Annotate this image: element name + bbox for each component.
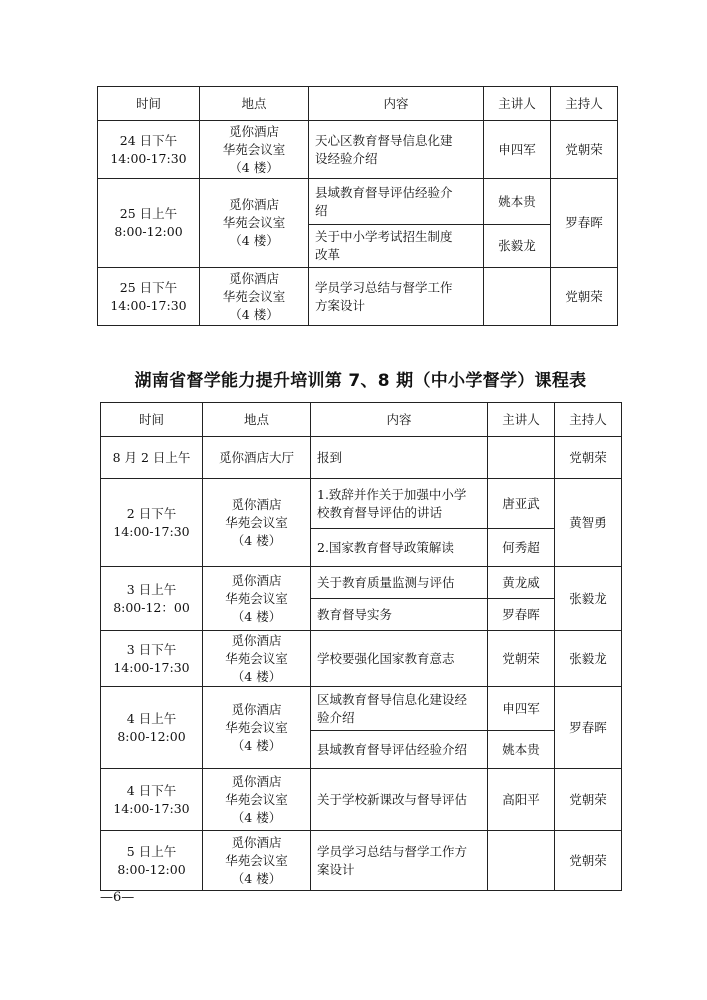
content-cell: 区域教育督导信息化建设经 验介绍 bbox=[311, 687, 488, 731]
content-cell: 学员学习总结与督学工作 方案设计 bbox=[309, 268, 484, 326]
host-cell: 罗春晖 bbox=[551, 179, 618, 268]
speaker-cell: 罗春晖 bbox=[488, 599, 555, 631]
place-cell: 觅你酒店 华苑会议室 （4 楼） bbox=[203, 479, 311, 567]
place-cell: 觅你酒店 华苑会议室 （4 楼） bbox=[203, 831, 311, 891]
table-row bbox=[98, 179, 618, 225]
table-row bbox=[101, 567, 622, 599]
speaker-cell: 何秀超 bbox=[488, 529, 555, 567]
speaker-cell bbox=[488, 831, 555, 891]
place-cell: 觅你酒店 华苑会议室 （4 楼） bbox=[203, 769, 311, 831]
table-row bbox=[101, 631, 622, 687]
content-cell: 教育督导实务 bbox=[311, 599, 488, 631]
speaker-cell bbox=[488, 437, 555, 479]
speaker-cell: 申四军 bbox=[488, 687, 555, 731]
speaker-cell bbox=[484, 268, 551, 326]
table-row bbox=[101, 769, 622, 831]
content-cell: 学员学习总结与督学工作方 案设计 bbox=[311, 831, 488, 891]
time-cell: 4 日下午 14:00-17:30 bbox=[101, 769, 203, 831]
host-cell: 党朝荣 bbox=[555, 831, 622, 891]
header-host: 主持人 bbox=[551, 87, 618, 121]
content-cell: 1.致辞并作关于加强中小学 校教育督导评估的讲话 bbox=[311, 479, 488, 529]
host-cell: 党朝荣 bbox=[551, 268, 618, 326]
speaker-cell: 高阳平 bbox=[488, 769, 555, 831]
time-cell: 5 日上午 8:00-12:00 bbox=[101, 831, 203, 891]
time-cell: 8 月 2 日上午 bbox=[101, 437, 203, 479]
speaker-cell: 申四军 bbox=[484, 121, 551, 179]
host-cell: 张毅龙 bbox=[555, 567, 622, 631]
time-cell: 4 日上午 8:00-12:00 bbox=[101, 687, 203, 769]
time-cell: 25 日上午 8:00-12:00 bbox=[98, 179, 200, 268]
host-cell: 党朝荣 bbox=[551, 121, 618, 179]
time-cell: 2 日下午 14:00-17:30 bbox=[101, 479, 203, 567]
place-cell: 觅你酒店 华苑会议室 （4 楼） bbox=[203, 631, 311, 687]
content-cell: 学校要强化国家教育意志 bbox=[311, 631, 488, 687]
host-cell: 党朝荣 bbox=[555, 437, 622, 479]
content-cell: 报到 bbox=[311, 437, 488, 479]
time-cell: 25 日下午 14:00-17:30 bbox=[98, 268, 200, 326]
speaker-cell: 张毅龙 bbox=[484, 225, 551, 268]
place-cell: 觅你酒店 华苑会议室 （4 楼） bbox=[203, 567, 311, 631]
table-header-row bbox=[98, 87, 618, 121]
table-header-row bbox=[101, 403, 622, 437]
content-cell: 县域教育督导评估经验介绍 bbox=[311, 731, 488, 769]
table-row bbox=[98, 268, 618, 326]
speaker-cell: 姚本贵 bbox=[484, 179, 551, 225]
schedule-table bbox=[100, 402, 622, 891]
time-cell: 3 日上午 8:00-12：00 bbox=[101, 567, 203, 631]
time-cell: 3 日下午 14:00-17:30 bbox=[101, 631, 203, 687]
content-cell: 2.国家教育督导政策解读 bbox=[311, 529, 488, 567]
place-cell: 觅你酒店 华苑会议室 （4 楼） bbox=[200, 179, 309, 268]
host-cell: 党朝荣 bbox=[555, 769, 622, 831]
table-row bbox=[101, 437, 622, 479]
host-cell: 黄智勇 bbox=[555, 479, 622, 567]
header-content: 内容 bbox=[309, 87, 484, 121]
speaker-cell: 唐亚武 bbox=[488, 479, 555, 529]
header-place: 地点 bbox=[200, 87, 309, 121]
host-cell: 张毅龙 bbox=[555, 631, 622, 687]
header-time: 时间 bbox=[101, 403, 203, 437]
table-row bbox=[101, 479, 622, 529]
speaker-cell: 姚本贵 bbox=[488, 731, 555, 769]
content-cell: 天心区教育督导信息化建 设经验介绍 bbox=[309, 121, 484, 179]
host-cell: 罗春晖 bbox=[555, 687, 622, 769]
time-cell: 24 日下午 14:00-17:30 bbox=[98, 121, 200, 179]
schedule-table-continued bbox=[97, 86, 618, 326]
place-cell: 觅你酒店大厅 bbox=[203, 437, 311, 479]
page-title: 湖南省督学能力提升培训第 7、8 期（中小学督学）课程表 bbox=[134, 371, 587, 391]
table-row bbox=[101, 687, 622, 731]
header-content: 内容 bbox=[311, 403, 488, 437]
place-cell: 觅你酒店 华苑会议室 （4 楼） bbox=[203, 687, 311, 769]
speaker-cell: 党朝荣 bbox=[488, 631, 555, 687]
content-cell: 关于学校新课改与督导评估 bbox=[311, 769, 488, 831]
place-cell: 觅你酒店 华苑会议室 （4 楼） bbox=[200, 268, 309, 326]
content-cell: 关于教育质量监测与评估 bbox=[311, 567, 488, 599]
page-number: —6— bbox=[100, 890, 135, 905]
header-place: 地点 bbox=[203, 403, 311, 437]
table-row bbox=[101, 831, 622, 891]
place-cell: 觅你酒店 华苑会议室 （4 楼） bbox=[200, 121, 309, 179]
table-row bbox=[98, 121, 618, 179]
header-speaker: 主讲人 bbox=[488, 403, 555, 437]
header-host: 主持人 bbox=[555, 403, 622, 437]
content-cell: 关于中小学考试招生制度 改革 bbox=[309, 225, 484, 268]
content-cell: 县域教育督导评估经验介 绍 bbox=[309, 179, 484, 225]
speaker-cell: 黄龙威 bbox=[488, 567, 555, 599]
header-time: 时间 bbox=[98, 87, 200, 121]
header-speaker: 主讲人 bbox=[484, 87, 551, 121]
